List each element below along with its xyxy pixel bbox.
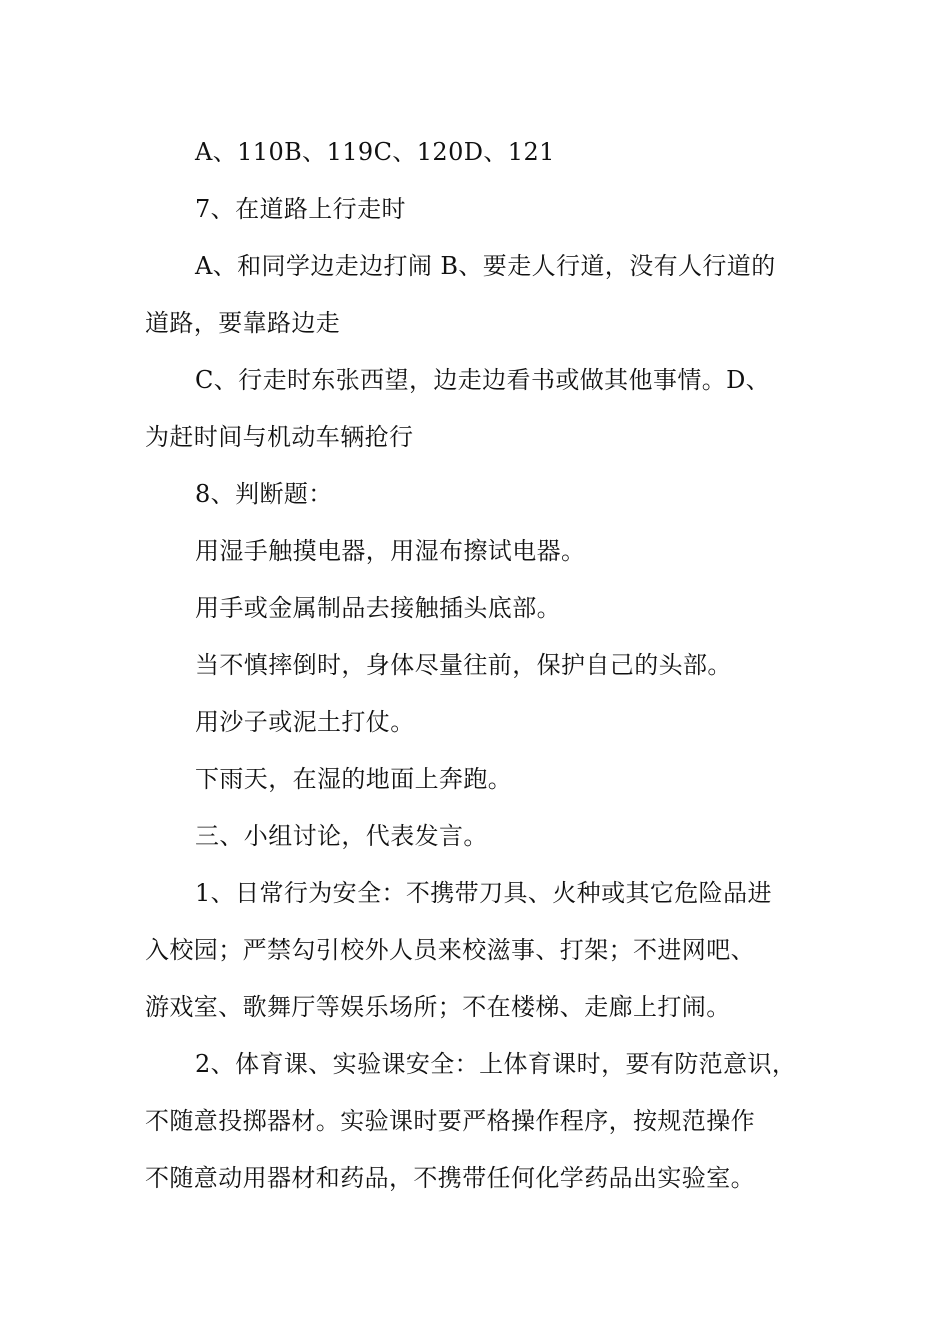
discussion-item-2: 2、体育课、实验课安全：上体育课时，要有防范意识， [195,1050,797,1078]
question-7-options-cd-cont: 为赶时间与机动车辆抢行 [145,423,414,451]
discussion-item-2-cont-1: 不随意投掷器材。实验课时要严格操作程序，按规范操作 [145,1107,755,1135]
judgement-item-5: 下雨天，在湿的地面上奔跑。 [195,765,513,793]
discussion-item-1: 1、日常行为安全：不携带刀具、火种或其它危险品进 [195,879,772,907]
question-8-heading: 8、判断题： [195,480,333,508]
question-7: 7、在道路上行走时 [195,195,406,223]
discussion-item-2-cont-2: 不随意动用器材和药品，不携带任何化学药品出实验室。 [145,1164,755,1192]
judgement-item-4: 用沙子或泥土打仗。 [195,708,415,736]
question-7-options-ab: A、和同学边走边打闹 B、要走人行道，没有人行道的 [195,252,776,280]
answer-options-emergency-numbers: A、110B、119C、120D、121 [195,138,555,166]
question-7-options-cd: C、行走时东张西望，边走边看书或做其他事情。D、 [195,366,771,394]
judgement-item-3: 当不慎摔倒时，身体尽量往前，保护自己的头部。 [195,651,732,679]
discussion-item-1-cont-1: 入校园；严禁勾引校外人员来校滋事、打架；不进网吧、 [145,936,755,964]
question-7-options-ab-cont: 道路，要靠路边走 [145,309,341,337]
judgement-item-1: 用湿手触摸电器，用湿布擦试电器。 [195,537,586,565]
discussion-item-1-cont-2: 游戏室、歌舞厅等娱乐场所；不在楼梯、走廊上打闹。 [145,993,731,1021]
section-3-heading: 三、小组讨论，代表发言。 [195,822,488,850]
judgement-item-2: 用手或金属制品去接触插头底部。 [195,594,561,622]
